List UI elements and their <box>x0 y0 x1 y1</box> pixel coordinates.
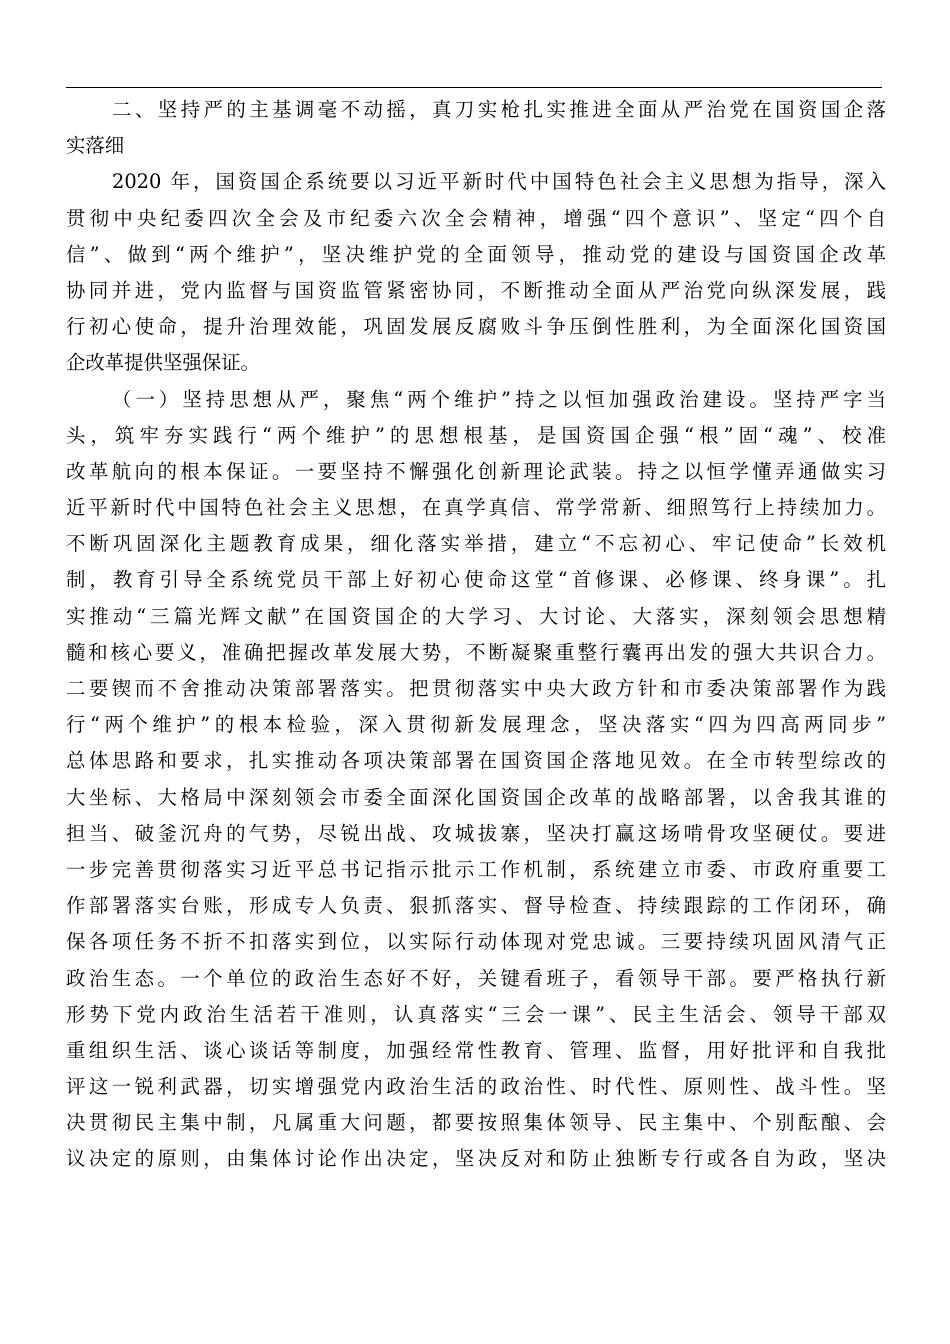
document-body <box>66 92 886 1178</box>
paragraph-line: 头，筑牢夯实践行“两个维护”的思想根基，是国资国企强“根”固“魂”、校准 <box>66 423 886 447</box>
paragraph-line: 髓和核心要义，准确把握改革发展大势，不断凝聚重整行囊再出发的强大共识合力。 <box>66 640 886 664</box>
paragraph-line: 近平新时代中国特色社会主义思想，在真学真信、常学常新、细照笃行上持续加力。 <box>66 496 886 520</box>
paragraph-line: 政治生态。一个单位的政治生态好不好，关键看班子，看领导干部。要严格执行新 <box>66 966 886 990</box>
paragraph-line: 一步完善贯彻落实习近平总书记指示批示工作机制，系统建立市委、市政府重要工 <box>66 857 886 881</box>
paragraph-line: 二要锲而不舍推动决策部署落实。把贯彻落实中央大政方针和市委决策部署作为践 <box>66 677 886 700</box>
paragraph-line: 总体思路和要求，扎实推动各项决策部署在国资国企落地见效。在全市转型综改的 <box>66 749 886 773</box>
paragraph-line: 2020 年，国资国企系统要以习近平新时代中国特色社会主义思想为指导，深入 <box>112 170 886 194</box>
paragraph-line: 行初心使命，提升治理效能，巩固发展反腐败斗争压倒性胜利，为全面深化国资国 <box>66 315 886 339</box>
paragraph-line: （一）坚持思想从严，聚焦“两个维护”持之以恒加强政治建设。坚持严字当 <box>112 387 886 411</box>
paragraph-line: 实推动“三篇光辉文献”在国资国企的大学习、大讨论、大落实，深刻领会思想精 <box>66 604 886 628</box>
paragraph-line: 制，教育引导全系统党员干部上好初心使命这堂“首修课、必修课、终身课”。扎 <box>66 568 886 592</box>
paragraph-line: 贯彻中央纪委四次全会及市纪委六次全会精神，增强“四个意识”、坚定“四个自 <box>66 206 886 230</box>
paragraph-line: 议决定的原则，由集体讨论作出决定，坚决反对和防止独断专行或各自为政，坚决 <box>66 1147 886 1171</box>
paragraph-line: 行“两个维护”的根本检验，深入贯彻新发展理念，坚决落实“四为四高两同步” <box>66 713 886 737</box>
paragraph-line: 信”、做到“两个维护”，坚决维护党的全面领导，推动党的建设与国资国企改革 <box>66 242 886 266</box>
paragraph-line: 协同并进，党内监督与国资监管紧密协同，不断推动全面从严治党向纵深发展，践 <box>66 278 886 302</box>
section-heading-line-1: 二、坚持严的主基调毫不动摇，真刀实枪扎实推进全面从严治党在国资国企落 <box>112 98 886 121</box>
section-heading-line-2: 实落细 <box>66 134 125 158</box>
paragraph-line: 担当、破釜沉舟的气势，尽锐出战、攻城拔寨，坚决打赢这场啃骨攻坚硬仗。要进 <box>66 821 886 845</box>
paragraph-line: 大坐标、大格局中深刻领会市委全面深化国资国企改革的战略部署，以舍我其谁的 <box>66 785 886 809</box>
paragraph-line: 不断巩固深化主题教育成果，细化落实举措，建立“不忘初心、牢记使命”长效机 <box>66 532 886 556</box>
header-rule <box>66 87 882 88</box>
paragraph-line: 企改革提供坚强保证。 <box>66 351 260 375</box>
paragraph-line: 形势下党内政治生活若干准则，认真落实“三会一课”、民主生活会、领导干部双 <box>66 1002 886 1026</box>
paragraph-line: 决贯彻民主集中制，凡属重大问题，都要按照集体领导、民主集中、个别酝酿、会 <box>66 1111 886 1135</box>
paragraph-line: 重组织生活、谈心谈话等制度，加强经常性教育、管理、监督，用好批评和自我批 <box>66 1038 886 1062</box>
paragraph-line: 改革航向的根本保证。一要坚持不懈强化创新理论武装。持之以恒学懂弄通做实习 <box>66 459 886 483</box>
paragraph-line: 作部署落实台账，形成专人负责、狠抓落实、督导检查、持续跟踪的工作闭环，确 <box>66 894 886 918</box>
paragraph-line: 评这一锐利武器，切实增强党内政治生活的政治性、时代性、原则性、战斗性。坚 <box>66 1075 886 1099</box>
paragraph-line: 保各项任务不折不扣落实到位，以实际行动体现对党忠诚。三要持续巩固风清气正 <box>66 930 886 954</box>
